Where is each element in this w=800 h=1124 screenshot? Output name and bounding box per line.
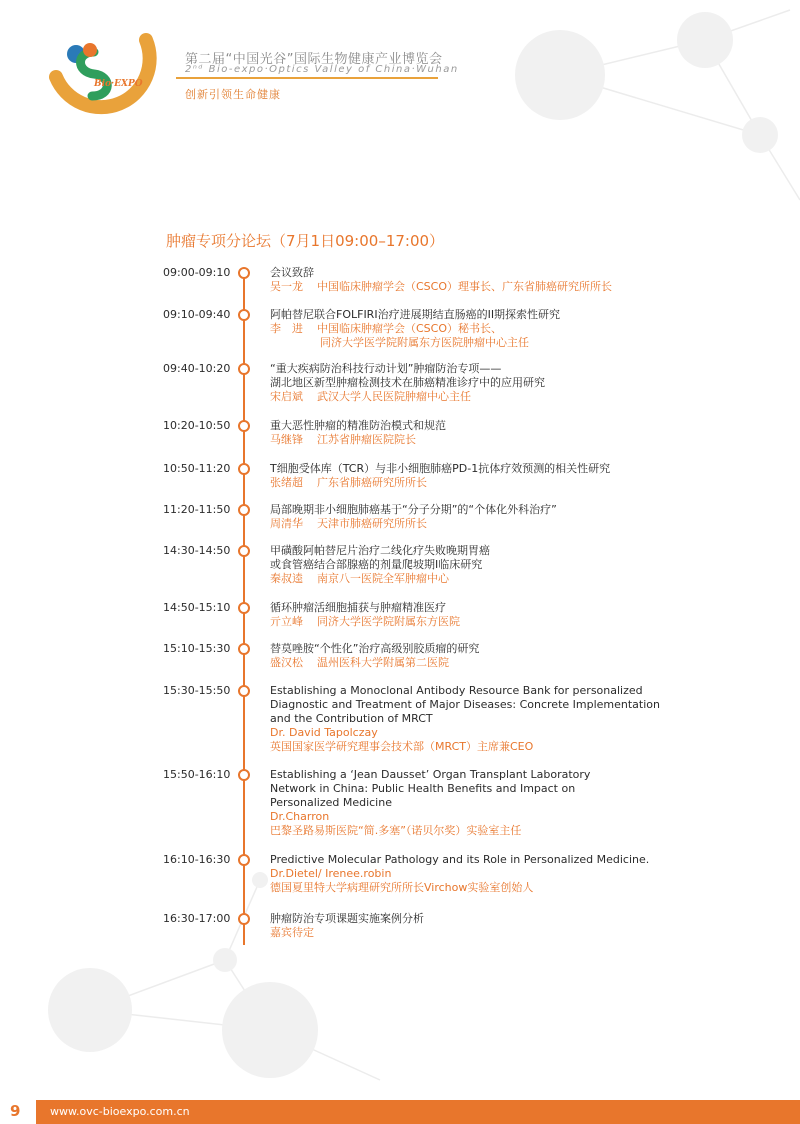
speaker-line: [270, 810, 690, 824]
talk-title: 或食管癌结合部腺癌的剂量爬坡期Ⅰ临床研究: [270, 558, 483, 571]
speaker-name: 亓立峰: [270, 615, 303, 628]
talk-title: Diagnostic and Treatment of Major Diseases: Concrete Implementation: [270, 698, 660, 711]
speaker-affiliation: 温州医科大学附属第二医院: [317, 656, 449, 669]
agenda-time: 15:30-15:50: [163, 684, 231, 697]
agenda-time: 14:30-14:50: [163, 544, 231, 557]
agenda-time: 15:50-16:10: [163, 768, 231, 781]
speaker-affiliation: 同济大学医学院附属东方医院: [317, 615, 460, 628]
speaker-name: 德国夏里特大学病理研究所所长Virchow实验室创始人: [270, 881, 534, 894]
agenda-content: [270, 853, 690, 895]
timeline-dot-icon: [238, 420, 250, 432]
timeline-dot-icon: [238, 463, 250, 475]
timeline-dot-icon: [238, 643, 250, 655]
speaker-line: [270, 926, 690, 940]
agenda-content: [270, 684, 690, 754]
agenda-time: 10:50-11:20: [163, 462, 231, 475]
speaker-name: 秦叔逵: [270, 572, 303, 585]
speaker-line: [270, 517, 690, 531]
agenda-content: [270, 308, 690, 350]
speaker-line: [270, 322, 690, 336]
agenda-time: 14:50-15:10: [163, 601, 231, 614]
talk-title: Establishing a ‘Jean Dausset’ Organ Transplant Laboratory: [270, 768, 591, 781]
talk-title: Predictive Molecular Pathology and its Role in Personalized Medicine.: [270, 853, 650, 866]
speaker-line: [270, 824, 690, 838]
agenda-content: [270, 912, 690, 940]
speaker-name: 嘉宾待定: [270, 926, 314, 939]
website-url: www.ovc-bioexpo.com.cn: [50, 1105, 190, 1118]
speaker-name: Dr. David Tapolczay: [270, 726, 378, 739]
agenda-time: 15:10-15:30: [163, 642, 231, 655]
speaker-line: [270, 881, 690, 895]
timeline-dot-icon: [238, 545, 250, 557]
agenda-content: [270, 362, 690, 404]
timeline-dot-icon: [238, 854, 250, 866]
speaker-line: [270, 336, 690, 350]
agenda-content: [270, 266, 690, 294]
agenda-time: 11:20-11:50: [163, 503, 231, 516]
talk-title: Personalized Medicine: [270, 796, 392, 809]
speaker-line: [270, 867, 690, 881]
talk-title: 局部晚期非小细胞肺癌基于“分子分期”的“个体化外科治疗”: [270, 503, 557, 516]
speaker-name: 马继锋: [270, 433, 303, 446]
timeline-dot-icon: [238, 267, 250, 279]
speaker-name: Dr.Charron: [270, 810, 330, 823]
agenda-time: 09:40-10:20: [163, 362, 231, 375]
speaker-line: [270, 476, 690, 490]
speaker-affiliation: 广东省肺癌研究所所长: [317, 476, 427, 489]
speaker-line: [270, 740, 690, 754]
speaker-name: 张绪超: [270, 476, 303, 489]
agenda-time: 10:20-10:50: [163, 419, 231, 432]
talk-title: 阿帕替尼联合FOLFIRI治疗进展期结直肠癌的II期探索性研究: [270, 308, 561, 321]
expo-slogan: 创新引领生命健康: [185, 88, 281, 101]
page-number: 9: [10, 1102, 21, 1120]
agenda-content: [270, 462, 690, 490]
header-divider: [176, 77, 438, 79]
timeline-dot-icon: [238, 602, 250, 614]
speaker-affiliation: 天津市肺癌研究所所长: [317, 517, 427, 530]
agenda-content: [270, 544, 690, 586]
agenda-content: [270, 601, 690, 629]
talk-title: 湖北地区新型肿瘤检测技术在肺癌精准诊疗中的应用研究: [270, 376, 545, 389]
speaker-name: 英国国家医学研究理事会技术部（MRCT）主席兼CEO: [270, 740, 534, 753]
speaker-affiliation: 江苏省肿瘤医院院长: [317, 433, 416, 446]
speaker-affiliation: 南京八一医院全军肿瘤中心: [317, 572, 449, 585]
speaker-name: 吴一龙: [270, 280, 303, 293]
timeline-dot-icon: [238, 769, 250, 781]
talk-title: 重大恶性肿瘤的精准防治模式和规范: [270, 419, 446, 432]
talk-title: 肿瘤防治专项课题实施案例分析: [270, 912, 424, 925]
agenda-content: [270, 503, 690, 531]
talk-title: 会议致辞: [270, 266, 314, 279]
speaker-line: [270, 726, 690, 740]
talk-title: 甲磺酸阿帕替尼片治疗二线化疗失败晚期胃癌: [270, 544, 490, 557]
agenda-content: [270, 768, 690, 838]
speaker-name: 盛汉松: [270, 656, 303, 669]
speaker-line: [270, 656, 690, 670]
speaker-affiliation: 同济大学医学院附属东方医院肿瘤中心主任: [320, 336, 529, 349]
timeline-dot-icon: [238, 685, 250, 697]
speaker-line: [270, 280, 690, 294]
timeline-dot-icon: [238, 363, 250, 375]
timeline-dot-icon: [238, 309, 250, 321]
bioexpo-logo: [46, 22, 176, 132]
speaker-affiliation: 中国临床肿瘤学会（CSCO）理事长、广东省肺癌研究所所长: [317, 280, 613, 293]
talk-title: “重大疾病防治科技行动计划”肿瘤防治专项——: [270, 362, 502, 375]
section-title: 肿瘤专项分论坛（7月1日09:00–17:00）: [166, 232, 445, 250]
speaker-line: [270, 433, 690, 447]
footer: [0, 1094, 800, 1124]
agenda-time: 16:30-17:00: [163, 912, 231, 925]
speaker-affiliation: 武汉大学人民医院肿瘤中心主任: [317, 390, 471, 403]
speaker-name: Dr.Dietel/ Irenee.robin: [270, 867, 392, 880]
agenda-time: 16:10-16:30: [163, 853, 231, 866]
speaker-name: 巴黎圣路易斯医院“简.多塞”（诺贝尔奖）实验室主任: [270, 824, 522, 837]
talk-title: 替莫唑胺“个性化”治疗高级别胶质瘤的研究: [270, 642, 480, 655]
talk-title: and the Contribution of MRCT: [270, 712, 433, 725]
svg-text:Bio·EXPO: Bio·EXPO: [94, 79, 143, 89]
speaker-affiliation: 中国临床肿瘤学会（CSCO）秘书长、: [317, 322, 503, 335]
expo-title-en: 2ⁿᵈ Bio-expo·Optics Valley of China·Wuhan: [185, 64, 459, 75]
speaker-line: [270, 572, 690, 586]
timeline-dot-icon: [238, 913, 250, 925]
timeline-dot-icon: [238, 504, 250, 516]
expo-title-cn: 第二届“中国光谷”国际生物健康产业博览会: [185, 52, 443, 67]
speaker-line: [270, 390, 690, 404]
talk-title: T细胞受体库（TCR）与非小细胞肺癌PD-1抗体疗效预测的相关性研究: [270, 462, 611, 475]
talk-title: Establishing a Monoclonal Antibody Resource Bank for personalized: [270, 684, 643, 697]
talk-title: Network in China: Public Health Benefits and Impact on: [270, 782, 576, 795]
speaker-line: [270, 615, 690, 629]
agenda-time: 09:10-09:40: [163, 308, 231, 321]
speaker-name: 宋启斌: [270, 390, 303, 403]
agenda-time: 09:00-09:10: [163, 266, 231, 279]
agenda-content: [270, 419, 690, 447]
speaker-name: 李 进: [270, 322, 303, 335]
talk-title: 循环肿瘤活细胞捕获与肿瘤精准医疗: [270, 601, 446, 614]
agenda-content: [270, 642, 690, 670]
speaker-name: 周清华: [270, 517, 303, 530]
